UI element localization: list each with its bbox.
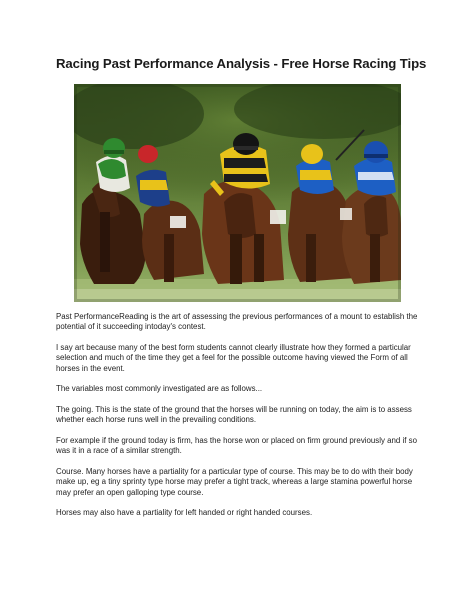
paragraph-handed: Horses may also have a partiality for left handed or right handed courses.	[56, 508, 313, 518]
paragraph-intro: Past PerformanceReading is the art of assessing the previous performances of a mount to establish the potential of it succeeding intoday's contest.	[56, 312, 418, 332]
horse-racing-photo	[74, 84, 401, 302]
horse-racing-illustration	[74, 84, 401, 302]
document-title: Racing Past Performance Analysis - Free Horse Racing Tips	[56, 56, 427, 71]
paragraph-art: I say art because many of the best form students cannot clearly illustrate how they formed a particular selection and much of the time they get a feel for the possible outcome having viewed the Form of all horses in the event.	[56, 343, 411, 373]
paragraph-going: The going. This is the state of the ground that the horses will be running on today, the aim is to assess whether each horse runs well in the prevailing conditions.	[56, 405, 412, 425]
paragraph-course: Course. Many horses have a partiality for a particular type of course. This may be to do with their body make up, eg a tiny sprinty type horse may prefer a tight track, whereas a large stamina powerful horse may prefer an open galloping type course.	[56, 467, 413, 497]
paragraph-variables: The variables most commonly investigated are as follows...	[56, 384, 263, 394]
document-body	[56, 312, 426, 529]
paragraph-example: For example if the ground today is firm, has the horse won or placed on firm ground previously and if so was it in a race of a similar strength.	[56, 436, 417, 456]
